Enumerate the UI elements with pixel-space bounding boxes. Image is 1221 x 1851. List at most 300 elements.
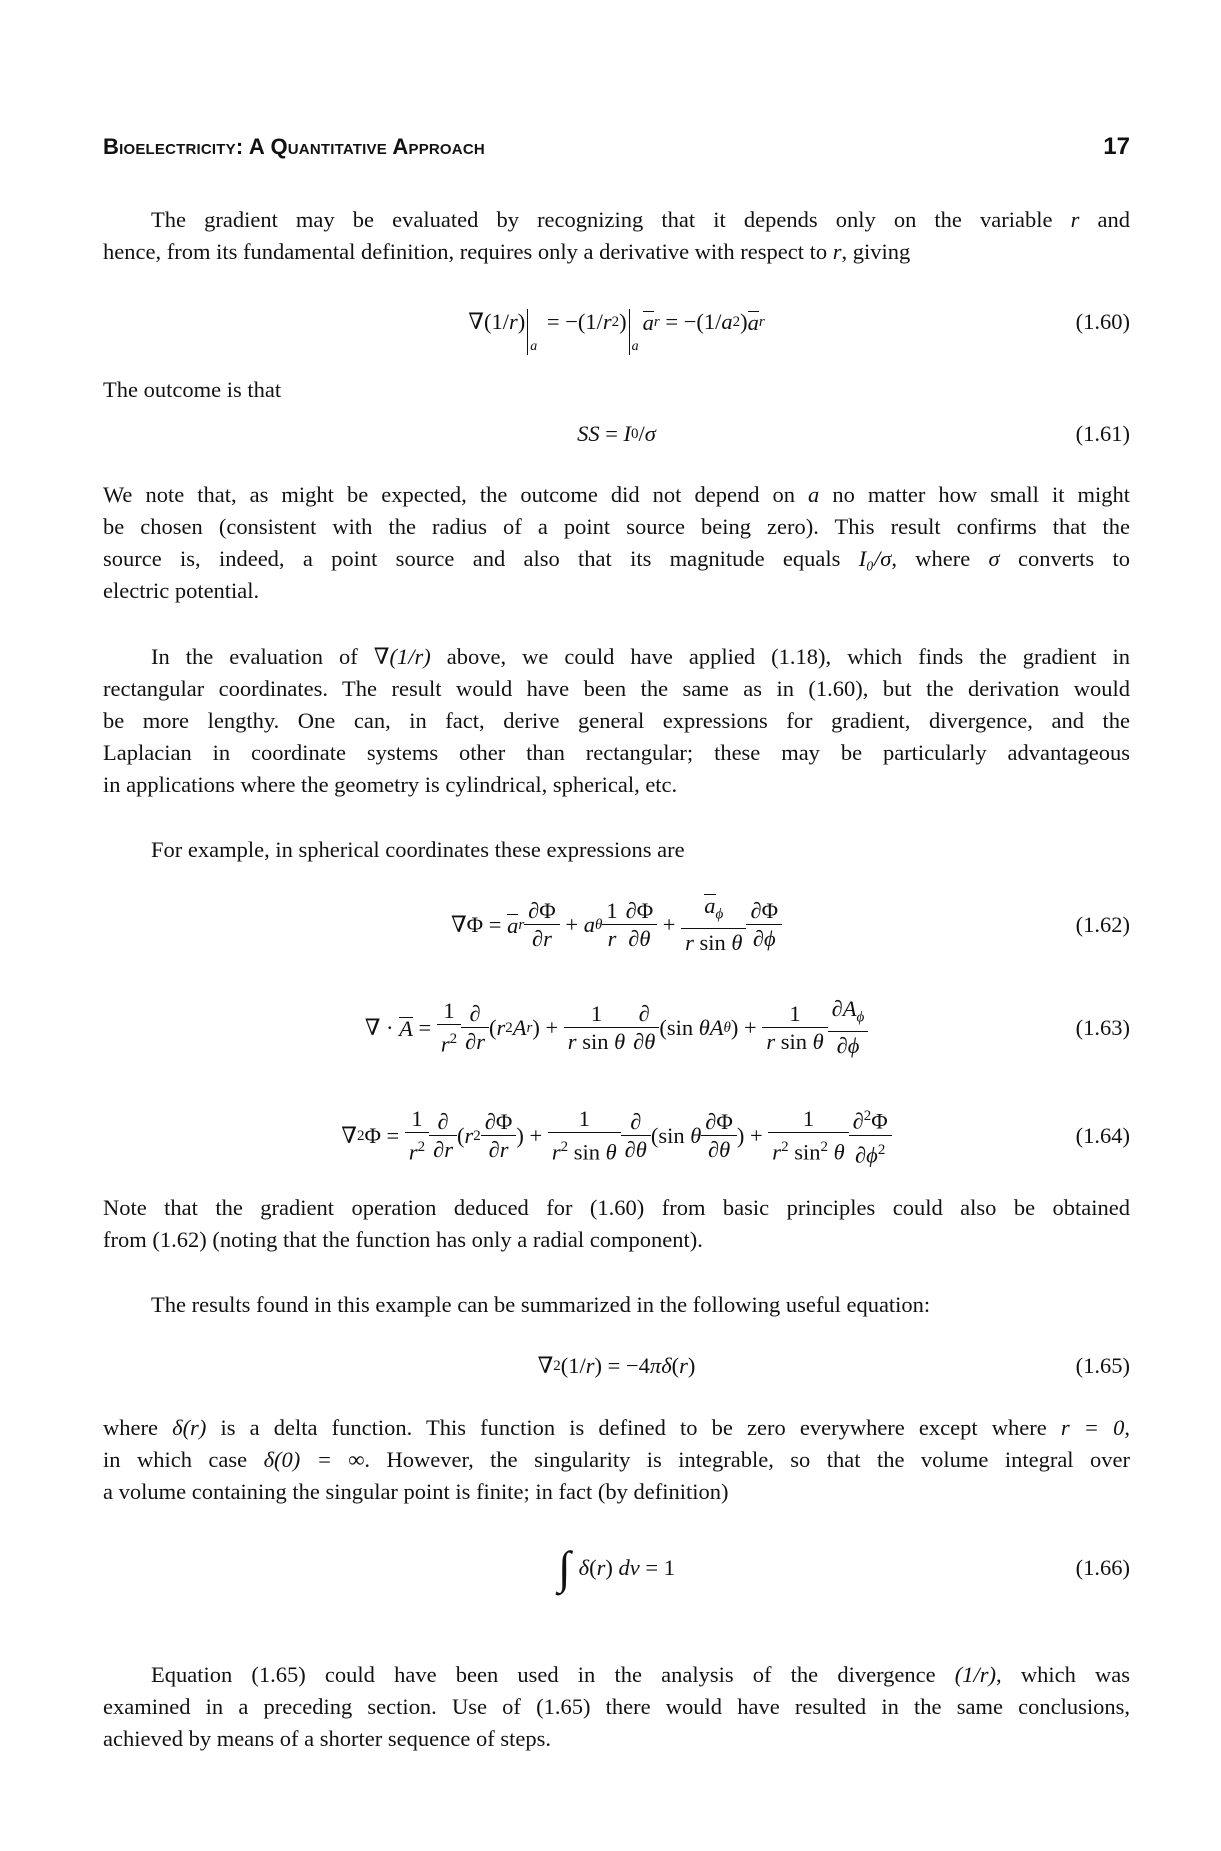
fraction [407,1106,427,1167]
math-text: ∂ [624,1136,636,1162]
math-text: ∇ [537,1353,554,1378]
math-symbol: θ [605,1139,617,1165]
math-text: 2 [863,1108,872,1124]
math-text: ∂ [638,1000,650,1026]
denominator [407,1133,427,1167]
paragraph-conclusion [103,1659,1130,1755]
inline-math: ∇(1/r) [373,644,431,669]
math-text: 2 [781,1138,789,1155]
fraction [526,898,558,953]
text-segment: source is, indeed, a point source and also that its magnitude equals [103,546,859,571]
text-segment: . However, the singularity is integrable, so that the volume integral over [364,1447,1130,1472]
math-symbol: dv [618,1555,640,1580]
math-symbol: A [842,996,857,1022]
math-symbol: r [607,925,617,951]
text-line [103,575,1130,607]
inline-math: σ [988,546,1000,571]
numerator [622,898,658,925]
math-symbol: SS [577,421,600,446]
math-symbol: θ [690,1123,702,1148]
math-symbol: σ [644,421,656,446]
text-segment: no matter how small it might [819,482,1130,507]
numerator [768,1106,848,1133]
fraction [748,898,780,953]
fraction [439,998,459,1059]
math-text: ∂ [628,925,640,951]
math-symbol: r [509,309,518,334]
inline-math: I₀/σ [858,546,892,571]
text-segment: where [103,1415,173,1440]
math-text: / [638,421,645,446]
math-symbol: r [596,1555,606,1580]
math-text: + [657,912,682,937]
text-segment: We note that, as might be expected, the outcome did not depend on [103,482,809,507]
text-segment: be more lengthy. One can, in fact, derive general expressions for gradient, divergence, and the [103,708,1130,733]
math-text: ( [671,1353,680,1378]
equation-body [538,1353,696,1379]
math-symbol: r [499,1136,509,1162]
subscript [595,917,602,934]
math-text: sin [794,1139,821,1165]
math-symbol: r [653,313,660,330]
inline-math: r [832,239,842,264]
text-segment: a volume containing the singular point is finite; in fact (by definition) [103,1479,729,1504]
math-symbol: θ [833,1139,845,1165]
math-text: 2 [473,1127,481,1144]
denominator [463,1028,487,1056]
text-segment: from (1.62) (noting that the function has only a radial component). [103,1227,703,1252]
math-symbol: πδ [649,1353,672,1378]
math-text: ) [619,309,627,334]
equation-body [577,421,656,447]
math-text: (sin [659,1015,699,1040]
paragraph-evaluation [103,641,1130,801]
text-line [103,1192,1130,1224]
math-symbol: θ [719,1136,731,1162]
inline-math: (1/r) [954,1662,997,1687]
math-text: ∂Φ [750,897,779,923]
inline-math: a [808,482,820,507]
equation-body [365,996,869,1060]
math-text: 2 [820,1138,828,1155]
text-segment: The outcome is that [103,377,282,402]
superscript [505,1020,513,1037]
math-symbol: ϕ [847,1032,860,1058]
math-text: ∂ [831,996,843,1022]
numerator [762,1001,827,1028]
superscript [357,1128,365,1145]
fraction [683,893,744,957]
superscript [561,1139,569,1155]
fraction [770,1106,846,1167]
text-line [103,511,1130,543]
fraction [703,1109,735,1164]
equation-number: (1.62) [1075,912,1130,937]
math-symbol: r [543,925,552,951]
evaluation-bar [629,309,639,355]
text-segment: For example, in spherical coordinates these expressions are [151,837,685,862]
text-segment: be chosen (consistent with the radius of a point source being zero). This result confirms that the [103,514,1130,539]
math-text: Φ = [364,1123,405,1148]
math-symbol: r [585,1353,595,1378]
fraction [631,1001,657,1056]
text-segment: is a delta function. This function is defined to be zero everywhere except where [206,1415,1061,1440]
fraction [624,898,656,953]
paragraph-example [103,834,1130,866]
denominator [566,1028,627,1056]
superscript [820,1139,828,1155]
text-line [103,204,1130,236]
superscript [473,1128,481,1145]
denominator [706,1136,732,1164]
math-text: 1 [789,1000,801,1026]
math-text: ∇ [341,1123,357,1148]
subscript [857,1010,865,1026]
math-text: + [559,912,584,937]
denominator [853,1136,887,1170]
math-symbol: a [642,309,654,335]
text-segment: above, we could have applied (1.18), which finds the gradient in [430,644,1130,669]
math-text: 2 [877,1141,886,1158]
math-text: ) + [532,1015,564,1040]
math-text: ∂ [852,1108,864,1134]
equation-body [451,893,782,957]
math-symbol: θ [723,1019,731,1036]
math-text: 1 [578,1105,590,1131]
superscript [878,1142,886,1158]
text-segment: , giving [841,239,911,264]
math-text: 1 [443,997,455,1023]
inline-math: r = 0 [1060,1415,1125,1440]
numerator [564,1001,629,1028]
superscript [781,1139,789,1155]
fraction [431,1109,455,1164]
math-symbol: A [399,1015,413,1041]
overbar [507,914,518,937]
denominator [835,1032,862,1060]
math-symbol: a [704,893,716,919]
text-segment: in which case [103,1447,264,1472]
text-line [103,1659,1130,1691]
equation-body [468,299,765,354]
subscript [716,907,724,923]
text-line [103,374,1130,406]
inline-math: δ(r) [172,1415,207,1440]
math-text: 2 [732,313,741,330]
overbar [643,311,654,334]
text-segment: , where [891,546,989,571]
math-symbol: θ [698,1015,710,1040]
text-segment: rectangular coordinates. The result would have been the same as in (1.60), but the derivation would [103,676,1130,701]
math-text: ( [589,1555,597,1580]
text-segment: Laplacian in coordinate systems other than rectangular; these may be particularly advantageous [103,740,1130,765]
text-line [103,479,1130,511]
math-text: ∂ [836,1032,848,1058]
paragraph-gradient-note [103,1192,1130,1256]
text-segment: in applications where the geometry is cylindrical, spherical, etc. [103,772,678,797]
inline-math: r [1070,207,1080,232]
math-text: ∂Φ [484,1108,513,1134]
inline-math: δ(0) = ∞ [263,1447,365,1472]
math-symbol: r [476,1028,485,1054]
fraction [463,1001,487,1056]
subscript [724,1020,731,1037]
text-line [103,1412,1130,1444]
math-text: 2 [449,1030,458,1047]
math-text: ∂ [633,1028,645,1054]
math-symbol: ϕ [763,925,776,951]
math-symbol: a [583,912,595,937]
math-text: 2 [356,1127,365,1144]
math-text: 2 [560,1138,569,1155]
text-line [103,1476,1130,1508]
math-text: ∂ [465,1028,477,1054]
math-text: ∂ [433,1136,445,1162]
text-segment: The results found in this example can be summarized in the following useful equation: [151,1292,931,1317]
math-text: ) [605,1555,619,1580]
math-symbol: ϕ [856,1009,865,1026]
overbar [748,311,759,334]
equation-number: (1.65) [1075,1353,1130,1378]
fraction [483,1109,515,1164]
paragraph-results [103,1289,1130,1321]
math-text: ∂ [707,1136,720,1162]
numerator [429,1109,457,1136]
overbar [399,1017,413,1040]
text-segment: In the evaluation of [151,644,374,669]
math-symbol: ϕ [866,1142,878,1167]
math-symbol: θ [594,916,603,933]
text-segment: and [1079,207,1130,232]
numerator [701,1109,737,1136]
text-segment: , which was [996,1662,1130,1687]
subscript [631,426,639,443]
integral-sign: ∫ [558,1542,571,1593]
page-number: 17 [1103,133,1130,160]
text-line [103,705,1130,737]
math-text: ) + [736,1123,769,1148]
math-text: ∇ · [364,1015,400,1040]
numerator [681,893,746,929]
math-text: ∂Φ [705,1108,733,1134]
numerator [481,1109,517,1136]
math-text: = [599,421,624,446]
math-text: (1/ [560,1353,586,1378]
math-text: 1 [590,1000,603,1026]
numerator [548,1106,621,1133]
math-text: ) [517,309,526,334]
math-text: ∂Φ [528,897,556,923]
math-text: 2 [553,1357,561,1374]
math-symbol: I [623,421,632,446]
math-symbol: θ [644,1028,656,1054]
text-line [103,1691,1130,1723]
equation-number: (1.66) [1075,1555,1130,1580]
denominator [550,1133,619,1167]
denominator [683,929,744,957]
denominator [631,1028,657,1056]
paragraph-delta [103,1412,1130,1508]
text-line [103,236,1130,268]
math-symbol: a [747,309,759,335]
math-symbol: r [758,313,765,330]
fraction [623,1109,649,1164]
math-symbol: r [464,1123,474,1148]
math-text: ∂ [437,1108,449,1134]
math-text: sin [568,1139,606,1165]
superscript [450,1031,458,1047]
math-symbol: r [526,1019,533,1036]
math-symbol: r [679,1353,688,1378]
superscript [733,314,741,331]
text-line [103,1723,1130,1755]
text-segment: achieved by means of a shorter sequence of steps. [103,1726,551,1751]
math-symbol: θ [812,1028,824,1054]
math-text: ∇(1/ [468,309,509,334]
math-symbol: θ [639,925,651,951]
text-segment: The gradient may be evaluated by recognizing that it depends only on the variable [151,207,1071,232]
math-text: ) + [516,1123,548,1148]
fraction [830,996,867,1060]
numerator [602,898,621,925]
math-text: 2 [505,1019,513,1036]
math-text: 2 [417,1138,426,1155]
evaluation-point: a [631,339,639,354]
denominator [626,925,652,953]
math-symbol: r [766,1028,776,1054]
math-text: = −(1/ [659,309,722,334]
math-symbol: r [551,1139,561,1165]
math-symbol: r [408,1139,418,1165]
math-symbol: A [512,1015,527,1040]
math-symbol: r [518,916,525,933]
math-text: sin [576,1028,615,1054]
fraction [566,1001,627,1056]
text-line [103,737,1130,769]
denominator [751,925,778,953]
text-line [103,769,1130,801]
math-symbol: a [507,912,519,938]
denominator [764,1028,825,1056]
text-line [103,673,1130,705]
math-text: 1 [802,1105,815,1131]
text-segment: examined in a preceding section. Use of (1.65) there would have resulted in the same conclusions, [103,1694,1130,1719]
math-symbol: r [772,1139,782,1165]
math-text: 2 [611,313,620,330]
fraction [604,898,619,953]
superscript [553,1358,561,1375]
text-line [103,641,1130,673]
math-text: = 1 [639,1555,675,1580]
math-text: ( [489,1015,497,1040]
math-text: ) [740,309,748,334]
math-text: ∂ [752,925,764,951]
numerator [437,998,461,1025]
numerator [621,1109,651,1136]
math-symbol: ϕ [715,906,724,923]
text-segment: , [1124,1415,1130,1440]
denominator [606,925,619,953]
equation-number: (1.61) [1075,421,1130,446]
math-symbol: a [721,309,733,334]
running-header [103,133,1130,161]
fraction [851,1103,890,1169]
math-symbol: θ [635,1136,647,1162]
math-text: ∂ [488,1136,500,1162]
math-text: ∂Φ [625,897,654,923]
math-symbol: r [496,1015,506,1040]
numerator [405,1106,429,1133]
text-segment: electric potential. [103,578,260,603]
math-text: sin [693,929,732,955]
denominator [439,1025,459,1059]
math-symbol: θ [614,1028,626,1054]
math-text: ) = −4 [594,1353,650,1378]
math-text: = [412,1015,437,1040]
math-text: 1 [606,897,618,923]
equation-number: (1.63) [1075,1015,1130,1040]
numerator [461,1001,489,1028]
text-line [103,1444,1130,1476]
math-symbol: θ [731,929,743,955]
numerator [629,1001,659,1028]
math-text: ( [457,1123,465,1148]
math-text: ∂ [532,925,544,951]
equation-number: (1.64) [1075,1123,1130,1148]
math-text: ) [687,1353,696,1378]
math-text: Φ [871,1108,888,1134]
evaluation-bar [527,309,537,355]
fraction [550,1106,619,1167]
book-title: Bioelectricity: A Quantitative Approach [103,134,485,159]
text-line [103,543,1130,575]
math-text: ∂ [630,1108,642,1134]
denominator [431,1136,455,1164]
equation-body [341,1103,891,1169]
text-line [103,1289,1130,1321]
math-text: (sin [650,1123,691,1148]
superscript [612,314,620,331]
fraction [764,1001,825,1056]
text-segment: converts to [999,546,1130,571]
numerator [849,1103,892,1136]
numerator [828,996,869,1032]
evaluation-point: a [530,339,538,354]
equation-body [558,1542,675,1593]
math-symbol: r [567,1028,577,1054]
math-text: 0 [631,425,639,442]
math-text: ∂ [469,1000,481,1026]
math-symbol: r [440,1031,450,1057]
math-symbol: δ [578,1555,590,1580]
text-segment: Note that the gradient operation deduced for (1.60) from basic principles could also be obtained [103,1195,1130,1220]
math-symbol: r [685,929,694,955]
numerator [524,898,560,925]
math-text: ) + [730,1015,763,1040]
text-segment: Equation (1.65) could have been used in the analysis of the divergence [151,1662,955,1687]
subscript [759,314,765,331]
math-symbol: r [444,1136,454,1162]
equation-number: (1.60) [1075,309,1130,334]
math-text: ∂ [855,1142,867,1167]
numerator [746,898,782,925]
overbar [704,894,715,917]
denominator [623,1136,649,1164]
text-line [103,834,1130,866]
text-segment: hence, from its fundamental definition, requires only a derivative with respect to [103,239,833,264]
math-symbol: r [602,309,612,334]
text-line [103,1224,1130,1256]
